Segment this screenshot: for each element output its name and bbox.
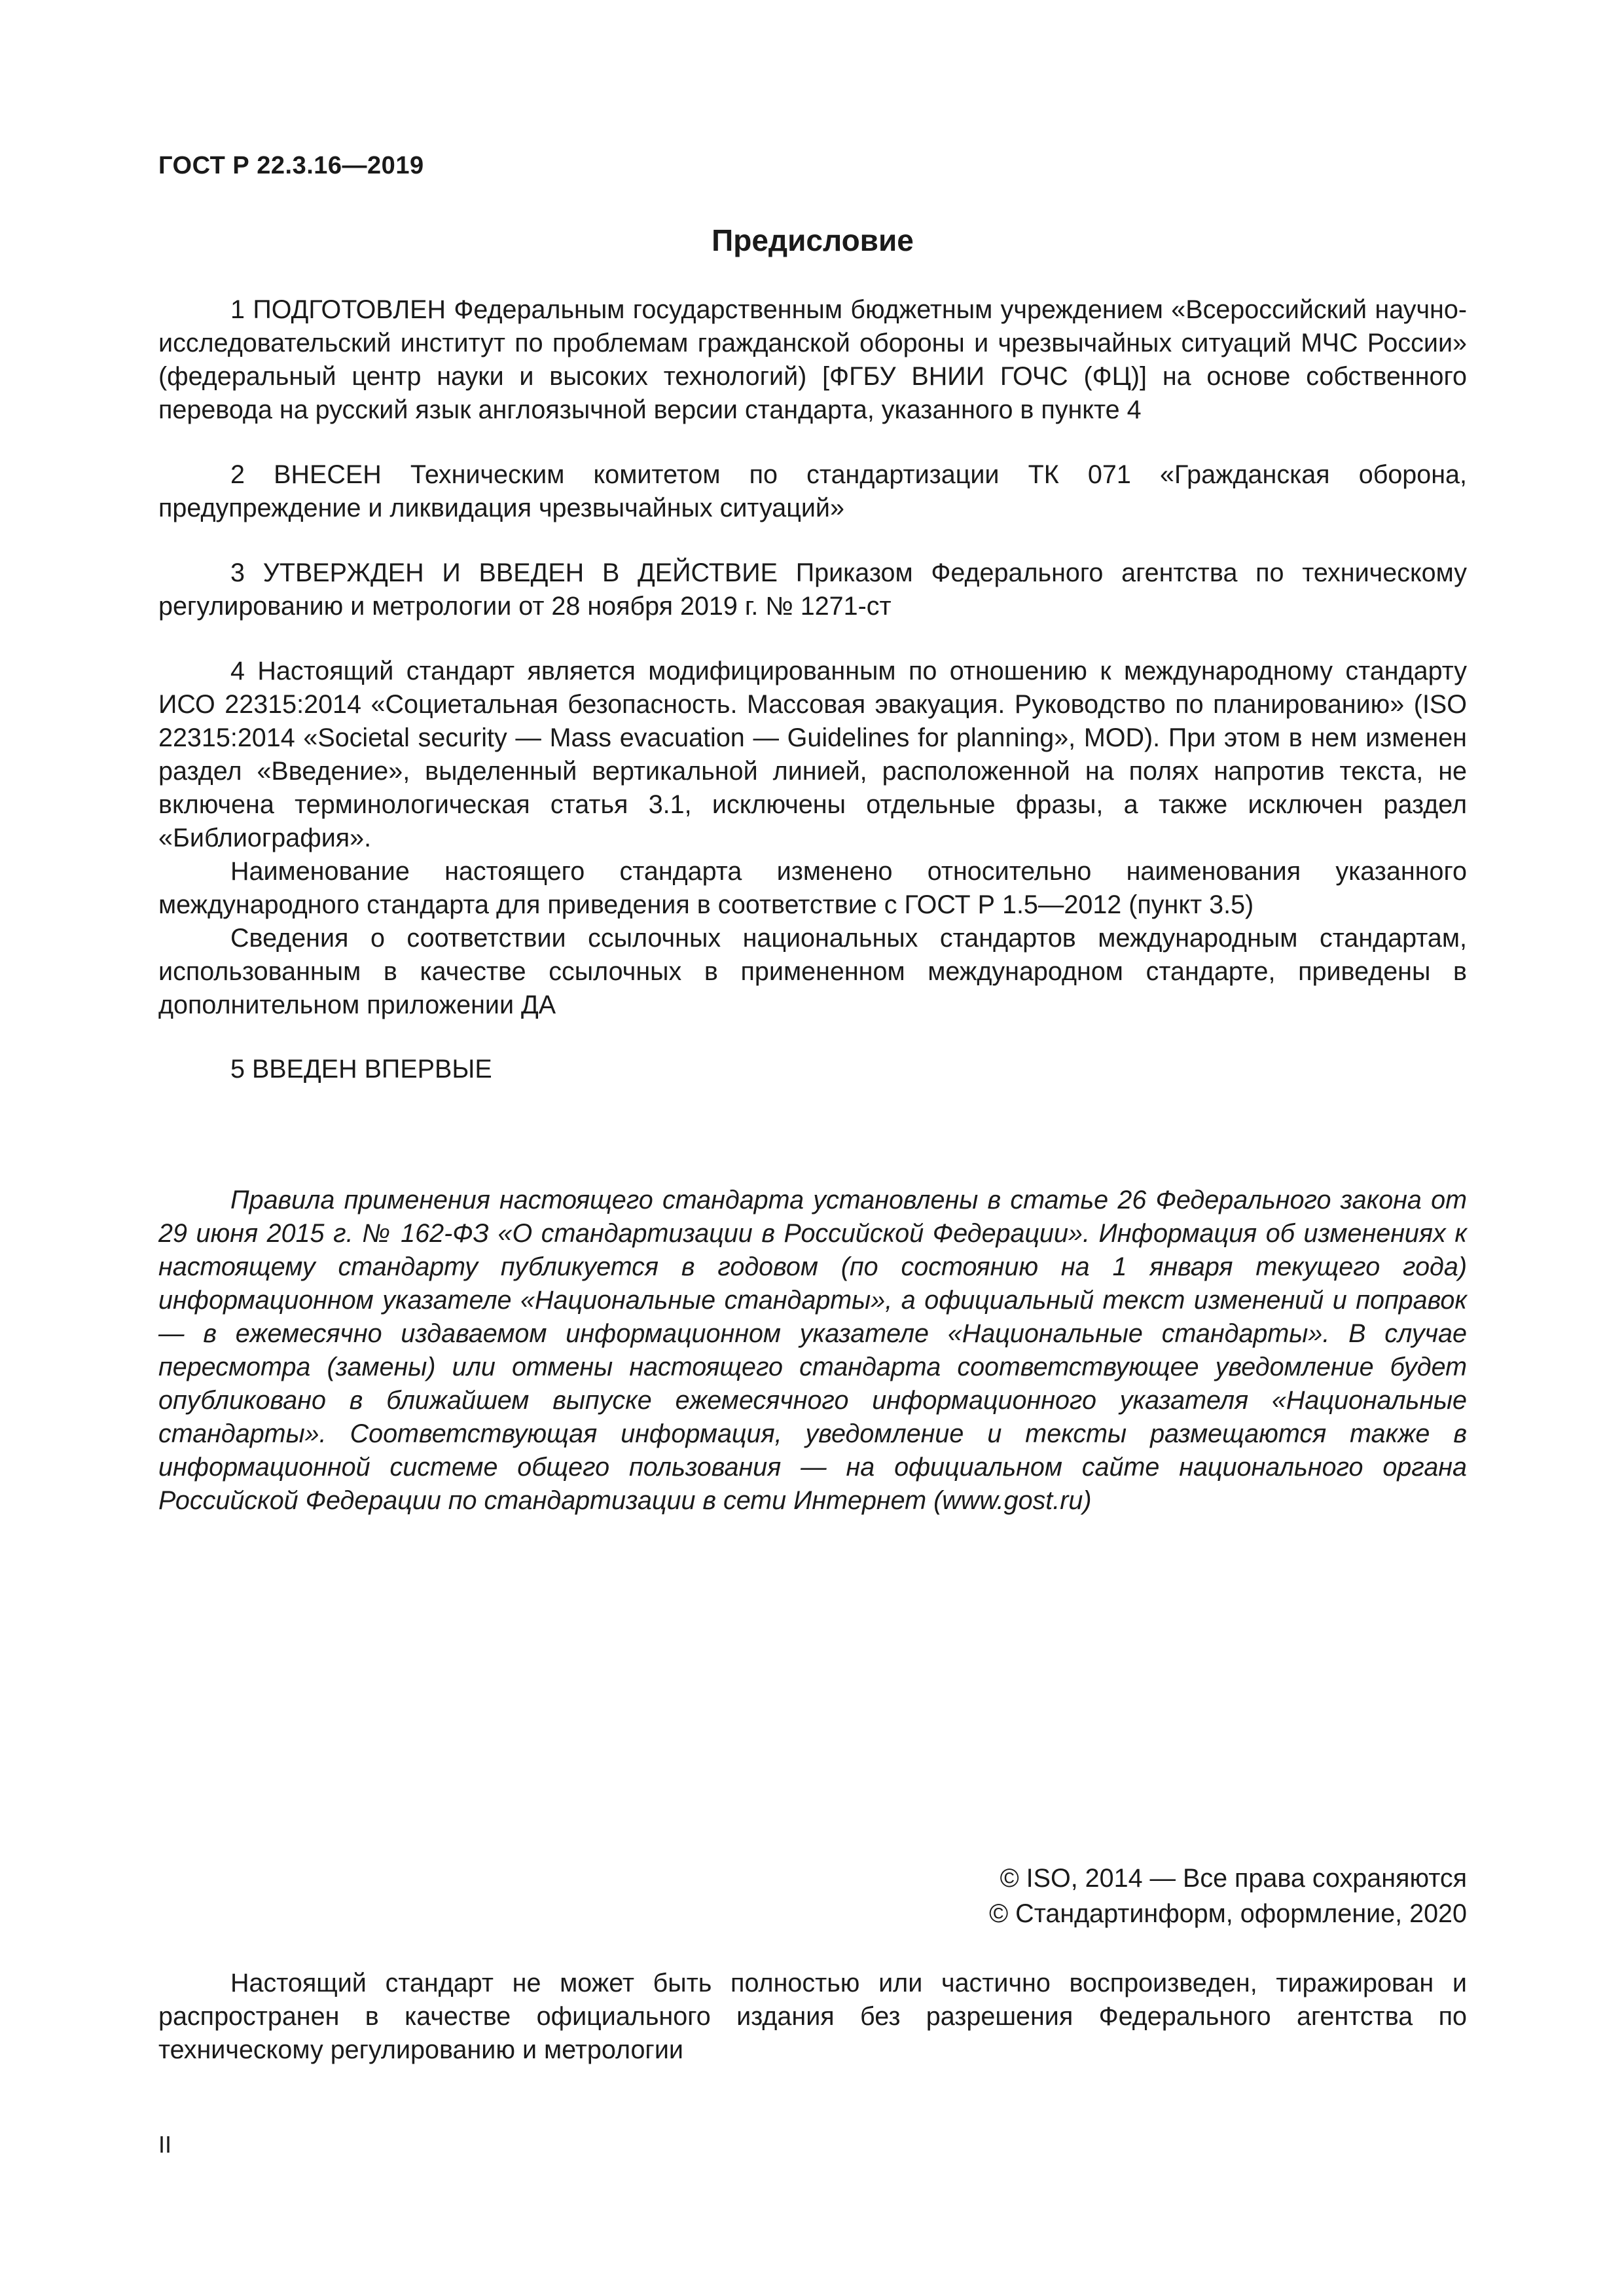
foreword-item-4-references-note: Сведения о соответствии ссылочных национальных стандартов международным стандартам, использованным в качестве ссылочных в примененном международном стандарте, приведены в дополнительном приложении ДА (158, 924, 1467, 1019)
page-title: Предисловие (712, 223, 914, 257)
foreword-item-3: 3 УТВЕРЖДЕН И ВВЕДЕН В ДЕЙСТВИЕ Приказом Федерального агентства по техническому регулированию и метрологии от 28 ноября 2019 г. № 1271-ст (158, 558, 1467, 621)
page-number: II (158, 2131, 172, 2158)
copyright-block (989, 1861, 1467, 1931)
foreword-item-4: 4 Настоящий стандарт является модифицированным по отношению к международному стандарту ИСО 22315:2014 «Социетальная безопасность. Массовая эвакуация. Руководство по планированию» (ISO 22315:2014 «Societal security — Mass evacuation — Guidelines for planning», MOD). При этом в нем изменен раздел «Введение», выделенный вертикальной линией, расположенной на полях напротив текста, не включена терминологическая статья 3.1, исключены отдельные фразы, а также исключен раздел «Библиография». (158, 657, 1467, 852)
copyright-iso: © ISO, 2014 — Все права сохраняются (1000, 1864, 1467, 1893)
foreword-item-4-name-note: Наименование настоящего стандарта изменено относительно наименования указанного международного стандарта для приведения в соответствие с ГОСТ Р 1.5—2012 (пункт 3.5) (158, 857, 1467, 919)
foreword-item-5: 5 ВВЕДЕН ВПЕРВЫЕ (230, 1055, 492, 1084)
application-rules-note: Правила применения настоящего стандарта установлены в статье 26 Федерального закона от 29 июня 2015 г. № 162-ФЗ «О стандартизации в Российской Федерации». Информация об изменениях к настоящему стандарту публикуется в годовом (по состоянию на 1 января текущего года) информационном указателе «Национальные стандарты», а официальный текст изменений и поправок — в ежемесячно издаваемом информационном указателе «Национальные стандарты». В случае пересмотра (замены) или отмены настоящего стандарта соответствующее уведомление будет опубликовано в ближайшем выпуске ежемесячного информационного указателя «Национальные стандарты». Соответствующая информация, уведомление и тексты размещаются также в информационной системе общего пользования — на официальном сайте национального органа Российской Федерации по стандартизации в сети Интернет (www.gost.ru) (158, 1186, 1467, 1515)
copyright-standartinform: © Стандартинформ, оформление, 2020 (989, 1899, 1467, 1928)
reproduction-notice: Настоящий стандарт не может быть полностью или частично воспроизведен, тиражирован и распространен в качестве официального издания без разрешения Федерального агентства по техническому регулированию и метрологии (158, 1969, 1467, 2064)
document-code-header: ГОСТ Р 22.3.16—2019 (158, 152, 424, 179)
foreword-item-2: 2 ВНЕСЕН Техническим комитетом по стандартизации ТК 071 «Гражданская оборона, предупреждение и ликвидация чрезвычайных ситуаций» (158, 460, 1467, 522)
foreword-item-1: 1 ПОДГОТОВЛЕН Федеральным государственным бюджетным учреждением «Всероссийский научно-исследовательский институт по проблемам гражданской обороны и чрезвычайных ситуаций МЧС России» (федеральный центр науки и высоких технологий) [ФГБУ ВНИИ ГОЧС (ФЦ)] на основе собственного перевода на русский язык англоязычной версии стандарта, указанного в пункте 4 (158, 295, 1467, 424)
